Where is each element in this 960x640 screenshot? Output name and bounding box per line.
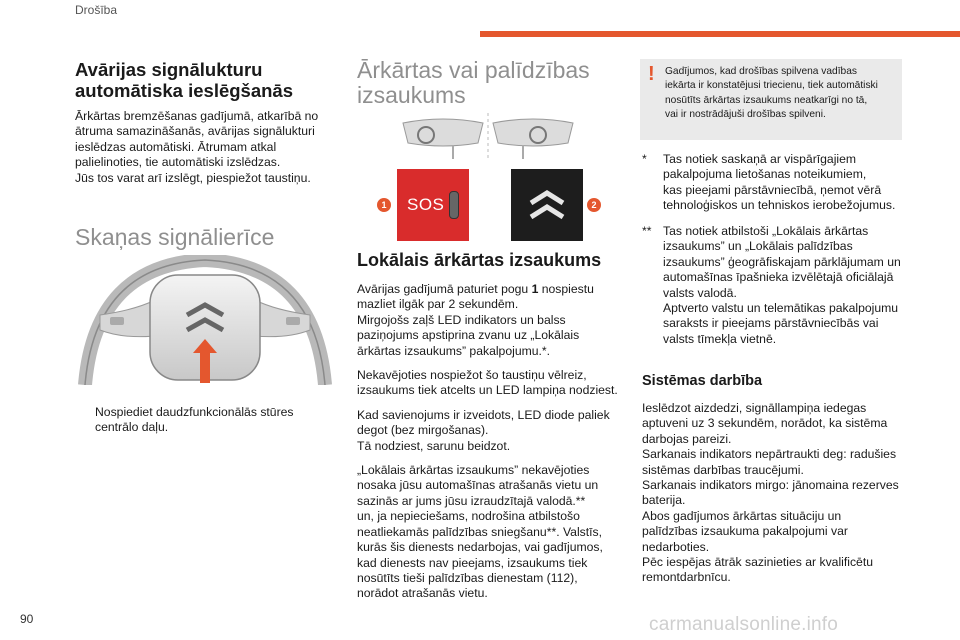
steering-wheel-icon — [75, 255, 335, 385]
hazard-lights-title: Avārijas signālukturu automātiska ieslēgšanās — [75, 59, 293, 101]
header-accent-bar — [480, 31, 960, 37]
section-header: Drošība — [75, 3, 118, 17]
system-operation-text: Ieslēdzot aizdedzi, signāllampiņa iedegas aptuveni uz 3 sekundēm, norādot, ka sistēma darbojas pareizi. Sarkanais indikators nepārtraukti deg: radušies sistēmas darbības traucējumi. Sarkanais indikators mirgo: jānomaina rezerves baterija. Abos gadījumos ārkārtas situāciju un palīdzības izsaukuma pakalpojumi var nedarboties. Pēc iespējas ātrāk sazinieties ar kvalificētu remontdarbnīcu. — [642, 401, 899, 585]
horn-title: Skaņas signālierīce — [75, 224, 275, 250]
local-emergency-title: Lokālais ārkārtas izsaukums — [357, 250, 602, 270]
sos-button[interactable] — [397, 169, 469, 241]
badge-1: 1 — [377, 198, 391, 212]
paragraph-2: Nekavējoties nospiežot šo taustiņu vēlreiz, izsaukums tiek atcelts un LED lampiņa nodziest. — [357, 368, 618, 398]
system-operation-title: Sistēmas darbība — [642, 373, 763, 389]
paragraph-4: „Lokālais ārkārtas izsaukums” nekavējoties nosaka jūsu automašīnas atrašanās vietu un sazinās ar jums jūsu izraudzītajā valodā.** un, ja nepieciešams, nodrošina atbilstošo neatliekamās palīdzības sniegšanu**. Valstīs, kurās šis dienests nedarbojas, vai gadījumos, kad dienests nav pieejams, izsaukums tiek nosūtīts tieši palīdzības dienestam (112), norādot atrašanās vietu. — [357, 463, 603, 601]
badge-2: 2 — [587, 198, 601, 212]
sos-label: SOS — [407, 195, 445, 214]
steering-wheel-illustration — [75, 255, 335, 385]
paragraph-3: Kad savienojums ir izveidots, LED diode paliek degot (bez mirgošanas). Tā nodziest, sarunu beidzot. — [357, 407, 610, 453]
warning-icon: ! — [648, 63, 655, 85]
horn-instruction: Nospiediet daudzfunkcionālās stūres centrālo daļu. — [95, 405, 294, 435]
roof-console-illustration — [398, 113, 578, 161]
assistance-button[interactable] — [511, 169, 583, 241]
footnote-2-mark: ** — [642, 224, 652, 238]
footnote-1: Tas notiek saskaņā ar vispārīgajiem pakalpojuma lietošanas noteikumiem, kas pieejami pārstāvniecībā, ņemot vērā tehnoloģiskos un tehniskos ierobežojumus. — [663, 152, 896, 213]
page-number: 90 — [20, 612, 34, 626]
hazard-lights-text: Ārkārtas bremzēšanas gadījumā, atkarībā no ātruma samazināšanās, avārijas signālukturi ieslēdzas automātiski. Ātrumam atkal palielinoties, tie automātiski izslēdzas. Jūs tos varat arī izslēgt, piespiežot taustiņu. — [75, 109, 319, 185]
footnote-1-mark: * — [642, 152, 647, 166]
emergency-call-title: Ārkārtas vai palīdzības izsaukums — [357, 57, 590, 108]
rear-view-mirror-icon — [398, 113, 578, 161]
footnote-2: Tas notiek atbilstoši „Lokālais ārkārtas izsaukums” un „Lokālais palīdzības izsaukums” ģeogrāfiskajam pārklājumam un automašīnas īpašnieka izvēlētajā oficiālajā valsts valodā. Aptverto valstu un telemātikas pakalpojumu saraksts ir pieejams pārstāvniecībās vai valsts tīmekļa vietnē. — [663, 224, 901, 346]
paragraph-1: Avārijas gadījumā paturiet pogu 1 nospiestu mazliet ilgāk par 2 sekundēm. Mirgojošs zaļš LED indikators un balss paziņojums apstiprina zvanu uz „Lokālais ārkārtas izsaukums” pakalpojumu.*. — [357, 282, 594, 358]
local-emergency-body — [357, 282, 637, 611]
airbag-info-text: Gadījumos, kad drošības spilvena vadības iekārta ir konstatējusi triecienu, tiek automātiski nosūtīts ārkārtas izsaukums neatkarīgi no tā, vai ir nostrādājuši drošības spilveni. — [665, 66, 878, 121]
brand-chevrons-icon — [511, 169, 583, 241]
watermark: carmanualsonline.info — [649, 614, 839, 635]
led-indicator — [449, 191, 459, 219]
